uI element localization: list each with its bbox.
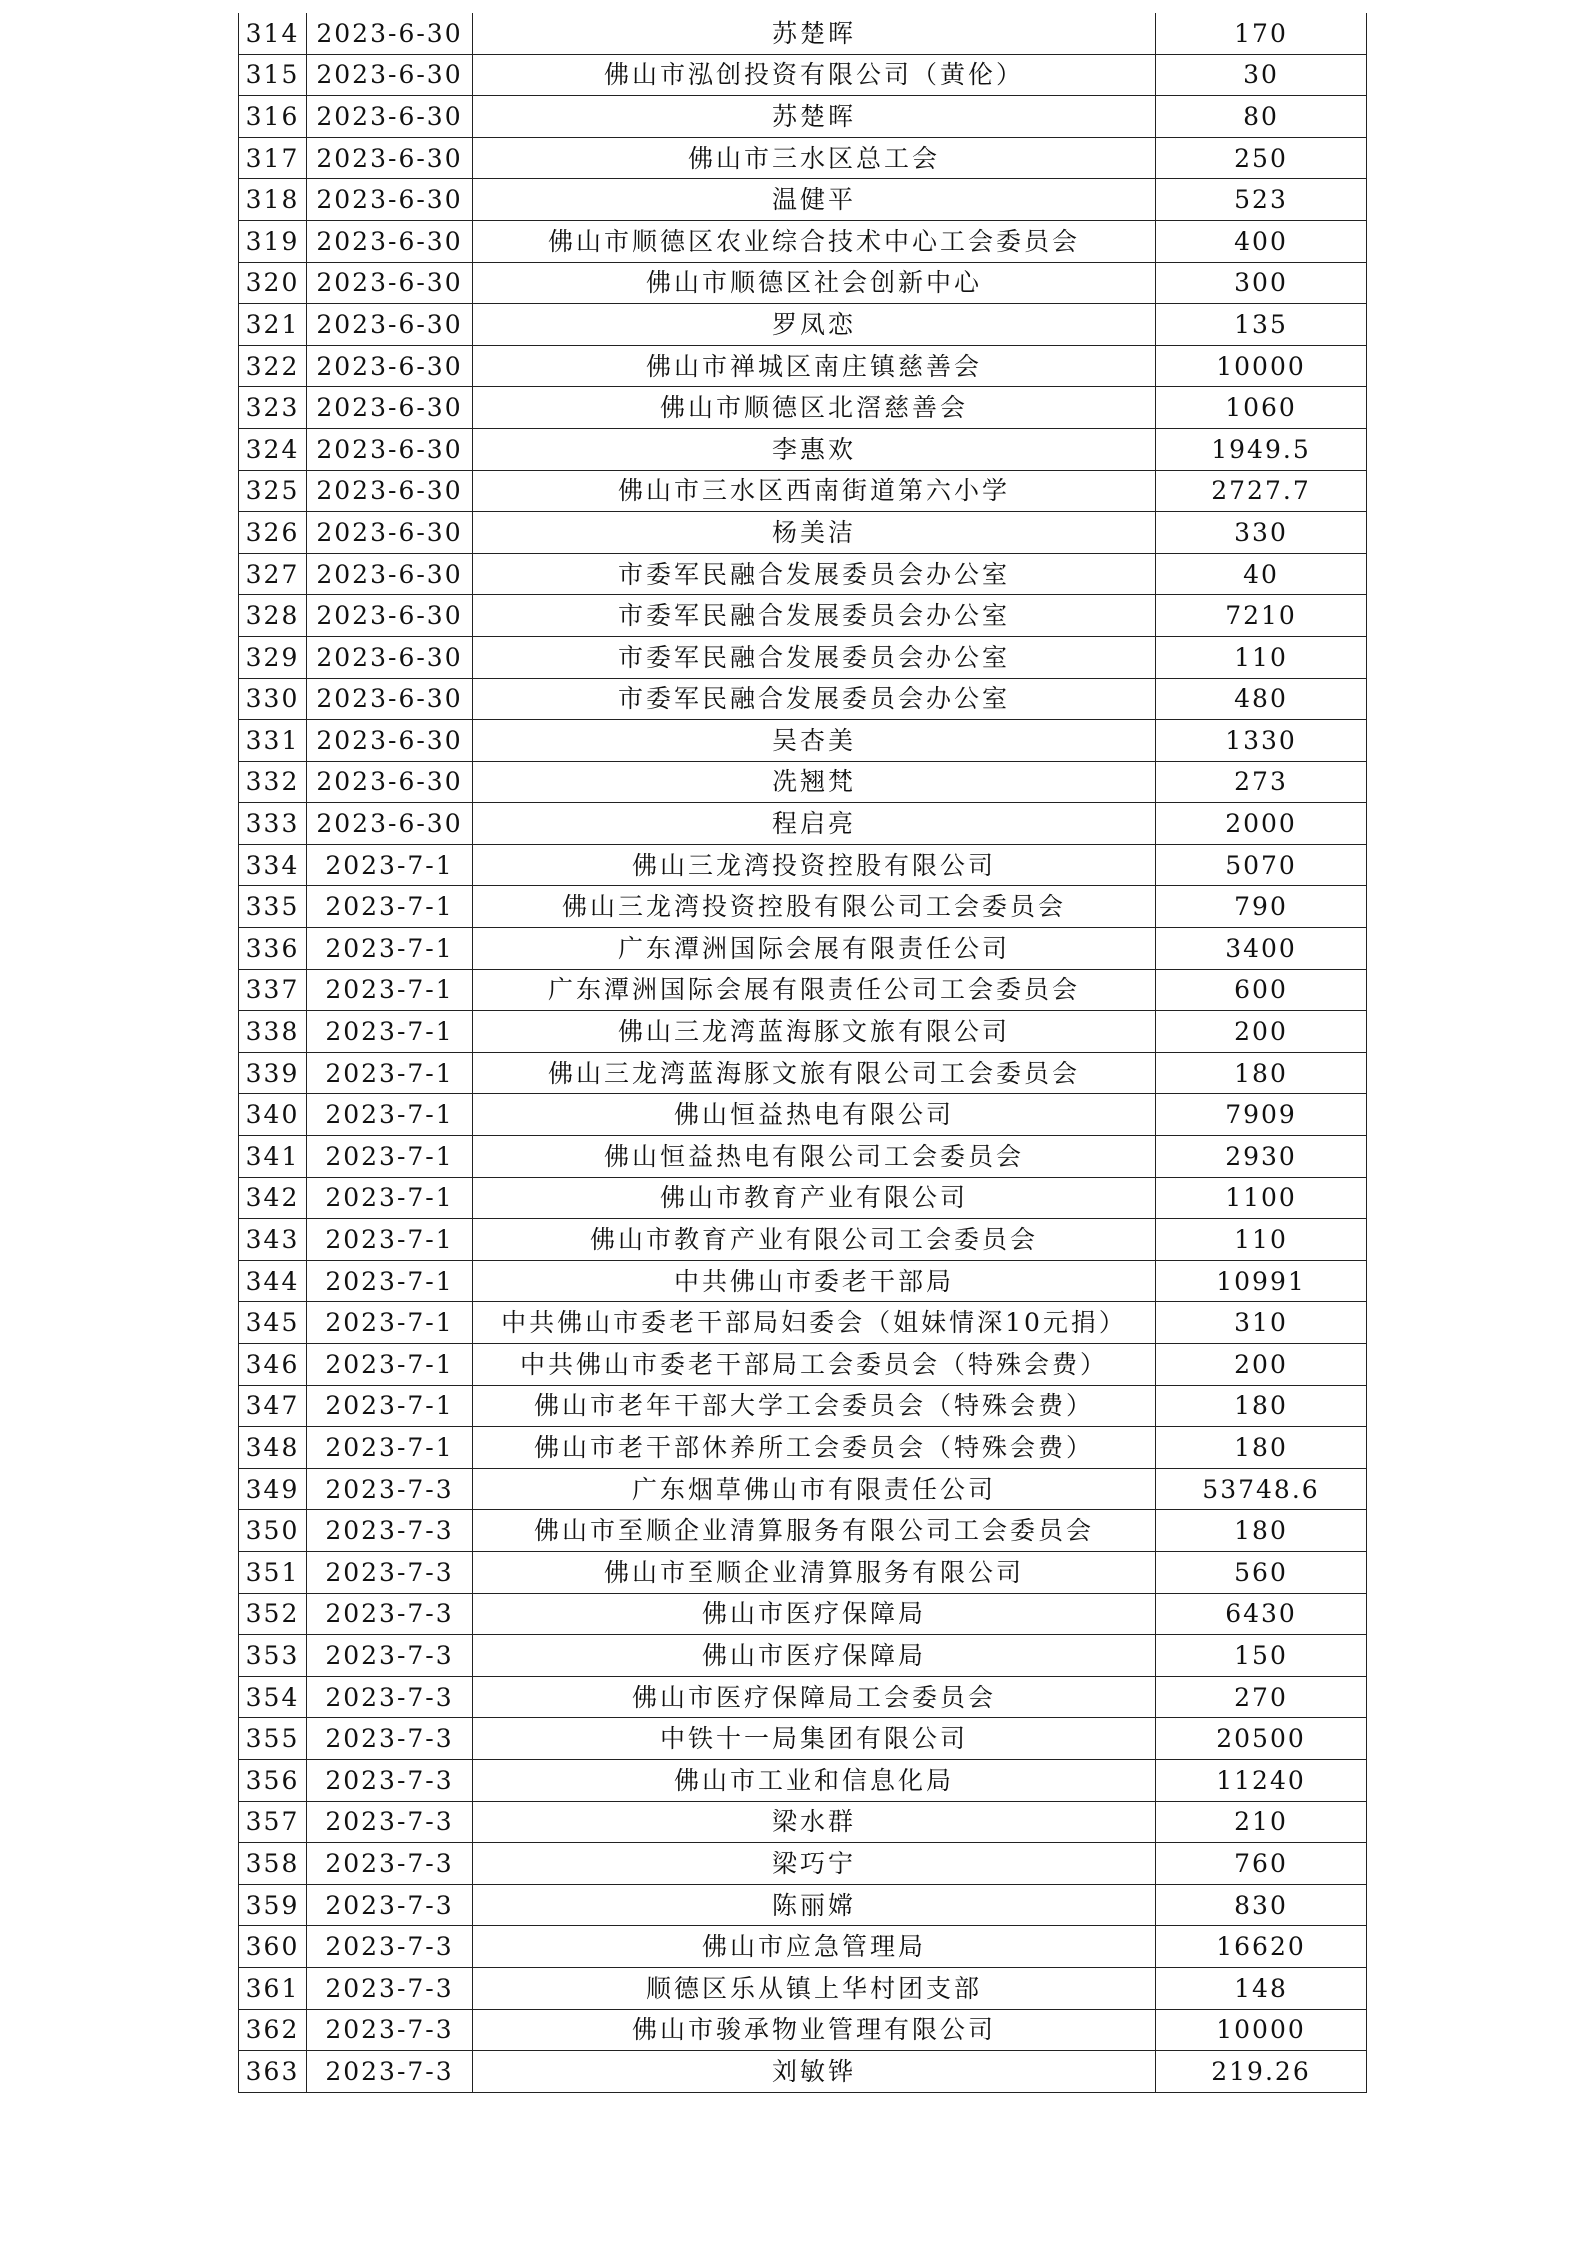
donor-name-cell: 佛山市三水区总工会 xyxy=(473,137,1156,179)
date-cell: 2023-6-30 xyxy=(307,803,473,845)
donor-name-cell: 刘敏铧 xyxy=(473,2051,1156,2093)
donor-name-cell: 佛山市至顺企业清算服务有限公司工会委员会 xyxy=(473,1510,1156,1552)
date-cell: 2023-7-1 xyxy=(307,1344,473,1386)
date-cell: 2023-7-3 xyxy=(307,1843,473,1885)
date-cell: 2023-7-3 xyxy=(307,1926,473,1968)
donor-name-cell: 广东潭洲国际会展有限责任公司 xyxy=(473,928,1156,970)
date-cell: 2023-7-1 xyxy=(307,1219,473,1261)
table-row xyxy=(239,345,1367,387)
amount-cell: 5070 xyxy=(1156,844,1367,886)
amount-cell: 16620 xyxy=(1156,1926,1367,1968)
amount-cell: 150 xyxy=(1156,1635,1367,1677)
amount-cell: 2000 xyxy=(1156,803,1367,845)
row-number-cell: 322 xyxy=(239,345,307,387)
amount-cell: 7210 xyxy=(1156,595,1367,637)
row-number-cell: 341 xyxy=(239,1136,307,1178)
date-cell: 2023-6-30 xyxy=(307,13,473,54)
row-number-cell: 320 xyxy=(239,262,307,304)
row-number-cell: 336 xyxy=(239,928,307,970)
amount-cell: 10991 xyxy=(1156,1260,1367,1302)
amount-cell: 300 xyxy=(1156,262,1367,304)
table-row xyxy=(239,1260,1367,1302)
donor-name-cell: 佛山市泓创投资有限公司（黄伦） xyxy=(473,54,1156,96)
donor-name-cell: 罗凤恋 xyxy=(473,304,1156,346)
table-row xyxy=(239,1926,1367,1968)
amount-cell: 148 xyxy=(1156,1967,1367,2009)
row-number-cell: 323 xyxy=(239,387,307,429)
donor-name-cell: 佛山市医疗保障局工会委员会 xyxy=(473,1676,1156,1718)
amount-cell: 400 xyxy=(1156,220,1367,262)
table-row xyxy=(239,844,1367,886)
row-number-cell: 316 xyxy=(239,96,307,138)
donor-name-cell: 梁巧宁 xyxy=(473,1843,1156,1885)
date-cell: 2023-6-30 xyxy=(307,179,473,221)
table-row xyxy=(239,595,1367,637)
amount-cell: 20500 xyxy=(1156,1718,1367,1760)
amount-cell: 3400 xyxy=(1156,928,1367,970)
table-row xyxy=(239,1718,1367,1760)
table-row xyxy=(239,761,1367,803)
date-cell: 2023-6-30 xyxy=(307,636,473,678)
row-number-cell: 343 xyxy=(239,1219,307,1261)
amount-cell: 6430 xyxy=(1156,1593,1367,1635)
table-row xyxy=(239,1801,1367,1843)
date-cell: 2023-6-30 xyxy=(307,553,473,595)
donor-name-cell: 佛山市顺德区社会创新中心 xyxy=(473,262,1156,304)
table-row xyxy=(239,1843,1367,1885)
amount-cell: 273 xyxy=(1156,761,1367,803)
table-row xyxy=(239,1676,1367,1718)
date-cell: 2023-7-3 xyxy=(307,1718,473,1760)
date-cell: 2023-6-30 xyxy=(307,137,473,179)
table-row xyxy=(239,470,1367,512)
row-number-cell: 358 xyxy=(239,1843,307,1885)
table-row xyxy=(239,1011,1367,1053)
donor-name-cell: 市委军民融合发展委员会办公室 xyxy=(473,678,1156,720)
amount-cell: 210 xyxy=(1156,1801,1367,1843)
amount-cell: 2930 xyxy=(1156,1136,1367,1178)
row-number-cell: 325 xyxy=(239,470,307,512)
date-cell: 2023-6-30 xyxy=(307,345,473,387)
table-row xyxy=(239,137,1367,179)
donor-name-cell: 佛山三龙湾蓝海豚文旅有限公司 xyxy=(473,1011,1156,1053)
row-number-cell: 338 xyxy=(239,1011,307,1053)
donor-name-cell: 市委军民融合发展委员会办公室 xyxy=(473,595,1156,637)
row-number-cell: 363 xyxy=(239,2051,307,2093)
table-row xyxy=(239,179,1367,221)
amount-cell: 30 xyxy=(1156,54,1367,96)
amount-cell: 480 xyxy=(1156,678,1367,720)
date-cell: 2023-7-1 xyxy=(307,969,473,1011)
donor-name-cell: 市委军民融合发展委员会办公室 xyxy=(473,553,1156,595)
date-cell: 2023-7-1 xyxy=(307,1136,473,1178)
table-row xyxy=(239,1136,1367,1178)
row-number-cell: 347 xyxy=(239,1385,307,1427)
date-cell: 2023-6-30 xyxy=(307,96,473,138)
donor-name-cell: 广东烟草佛山市有限责任公司 xyxy=(473,1468,1156,1510)
amount-cell: 830 xyxy=(1156,1884,1367,1926)
amount-cell: 523 xyxy=(1156,179,1367,221)
row-number-cell: 333 xyxy=(239,803,307,845)
amount-cell: 40 xyxy=(1156,553,1367,595)
date-cell: 2023-7-1 xyxy=(307,1094,473,1136)
table-row xyxy=(239,1593,1367,1635)
table-row xyxy=(239,220,1367,262)
donor-name-cell: 梁水群 xyxy=(473,1801,1156,1843)
table-row xyxy=(239,1427,1367,1469)
donation-table xyxy=(238,13,1367,2093)
date-cell: 2023-6-30 xyxy=(307,54,473,96)
amount-cell: 80 xyxy=(1156,96,1367,138)
row-number-cell: 321 xyxy=(239,304,307,346)
table-row xyxy=(239,1468,1367,1510)
date-cell: 2023-7-3 xyxy=(307,1510,473,1552)
table-row xyxy=(239,262,1367,304)
table-row xyxy=(239,553,1367,595)
amount-cell: 1949.5 xyxy=(1156,428,1367,470)
amount-cell: 600 xyxy=(1156,969,1367,1011)
row-number-cell: 357 xyxy=(239,1801,307,1843)
donor-name-cell: 佛山市禅城区南庄镇慈善会 xyxy=(473,345,1156,387)
row-number-cell: 332 xyxy=(239,761,307,803)
row-number-cell: 361 xyxy=(239,1967,307,2009)
row-number-cell: 327 xyxy=(239,553,307,595)
date-cell: 2023-6-30 xyxy=(307,220,473,262)
amount-cell: 760 xyxy=(1156,1843,1367,1885)
donor-name-cell: 佛山市教育产业有限公司 xyxy=(473,1177,1156,1219)
row-number-cell: 317 xyxy=(239,137,307,179)
donor-name-cell: 苏楚晖 xyxy=(473,96,1156,138)
row-number-cell: 334 xyxy=(239,844,307,886)
donor-name-cell: 佛山恒益热电有限公司 xyxy=(473,1094,1156,1136)
row-number-cell: 324 xyxy=(239,428,307,470)
date-cell: 2023-7-3 xyxy=(307,1551,473,1593)
donor-name-cell: 市委军民融合发展委员会办公室 xyxy=(473,636,1156,678)
amount-cell: 170 xyxy=(1156,13,1367,54)
date-cell: 2023-7-1 xyxy=(307,1011,473,1053)
date-cell: 2023-7-3 xyxy=(307,1967,473,2009)
date-cell: 2023-6-30 xyxy=(307,595,473,637)
amount-cell: 110 xyxy=(1156,1219,1367,1261)
date-cell: 2023-7-3 xyxy=(307,1635,473,1677)
date-cell: 2023-6-30 xyxy=(307,470,473,512)
date-cell: 2023-7-1 xyxy=(307,928,473,970)
row-number-cell: 345 xyxy=(239,1302,307,1344)
date-cell: 2023-6-30 xyxy=(307,428,473,470)
date-cell: 2023-7-3 xyxy=(307,1676,473,1718)
donor-name-cell: 李惠欢 xyxy=(473,428,1156,470)
amount-cell: 310 xyxy=(1156,1302,1367,1344)
amount-cell: 180 xyxy=(1156,1510,1367,1552)
date-cell: 2023-7-1 xyxy=(307,886,473,928)
amount-cell: 2727.7 xyxy=(1156,470,1367,512)
amount-cell: 1100 xyxy=(1156,1177,1367,1219)
table-row xyxy=(239,1759,1367,1801)
donor-name-cell: 佛山市老年干部大学工会委员会（特殊会费） xyxy=(473,1385,1156,1427)
donor-name-cell: 温健平 xyxy=(473,179,1156,221)
date-cell: 2023-6-30 xyxy=(307,387,473,429)
table-row xyxy=(239,1344,1367,1386)
donor-name-cell: 苏楚晖 xyxy=(473,13,1156,54)
donor-name-cell: 佛山市医疗保障局 xyxy=(473,1635,1156,1677)
amount-cell: 330 xyxy=(1156,512,1367,554)
donor-name-cell: 佛山三龙湾投资控股有限公司 xyxy=(473,844,1156,886)
date-cell: 2023-6-30 xyxy=(307,304,473,346)
donor-name-cell: 佛山三龙湾投资控股有限公司工会委员会 xyxy=(473,886,1156,928)
table-row xyxy=(239,2051,1367,2093)
row-number-cell: 329 xyxy=(239,636,307,678)
donor-name-cell: 中铁十一局集团有限公司 xyxy=(473,1718,1156,1760)
date-cell: 2023-7-3 xyxy=(307,2009,473,2051)
date-cell: 2023-7-1 xyxy=(307,1052,473,1094)
row-number-cell: 353 xyxy=(239,1635,307,1677)
row-number-cell: 328 xyxy=(239,595,307,637)
amount-cell: 790 xyxy=(1156,886,1367,928)
table-row xyxy=(239,1302,1367,1344)
donor-name-cell: 佛山市骏承物业管理有限公司 xyxy=(473,2009,1156,2051)
table-row xyxy=(239,928,1367,970)
donor-name-cell: 程启亮 xyxy=(473,803,1156,845)
donor-name-cell: 佛山市教育产业有限公司工会委员会 xyxy=(473,1219,1156,1261)
donor-name-cell: 广东潭洲国际会展有限责任公司工会委员会 xyxy=(473,969,1156,1011)
amount-cell: 270 xyxy=(1156,1676,1367,1718)
date-cell: 2023-7-1 xyxy=(307,1427,473,1469)
donor-name-cell: 冼翘梵 xyxy=(473,761,1156,803)
row-number-cell: 335 xyxy=(239,886,307,928)
row-number-cell: 348 xyxy=(239,1427,307,1469)
row-number-cell: 315 xyxy=(239,54,307,96)
row-number-cell: 346 xyxy=(239,1344,307,1386)
table-row xyxy=(239,1385,1367,1427)
date-cell: 2023-7-3 xyxy=(307,1801,473,1843)
table-row xyxy=(239,886,1367,928)
donor-name-cell: 佛山市顺德区北滘慈善会 xyxy=(473,387,1156,429)
table-row xyxy=(239,720,1367,762)
row-number-cell: 342 xyxy=(239,1177,307,1219)
table-row xyxy=(239,678,1367,720)
table-row xyxy=(239,1884,1367,1926)
date-cell: 2023-6-30 xyxy=(307,761,473,803)
date-cell: 2023-6-30 xyxy=(307,262,473,304)
amount-cell: 200 xyxy=(1156,1344,1367,1386)
table-row xyxy=(239,96,1367,138)
date-cell: 2023-7-1 xyxy=(307,1385,473,1427)
table-row xyxy=(239,1094,1367,1136)
row-number-cell: 314 xyxy=(239,13,307,54)
table-row xyxy=(239,2009,1367,2051)
table-row xyxy=(239,512,1367,554)
table-row xyxy=(239,969,1367,1011)
row-number-cell: 359 xyxy=(239,1884,307,1926)
table-row xyxy=(239,428,1367,470)
table-row xyxy=(239,54,1367,96)
table-body xyxy=(239,13,1367,2092)
date-cell: 2023-7-1 xyxy=(307,1177,473,1219)
date-cell: 2023-6-30 xyxy=(307,512,473,554)
amount-cell: 180 xyxy=(1156,1052,1367,1094)
donor-name-cell: 佛山市至顺企业清算服务有限公司 xyxy=(473,1551,1156,1593)
donor-name-cell: 中共佛山市委老干部局妇委会（姐妹情深10元捐） xyxy=(473,1302,1156,1344)
row-number-cell: 330 xyxy=(239,678,307,720)
table-row xyxy=(239,1967,1367,2009)
table-row xyxy=(239,1177,1367,1219)
table-row xyxy=(239,1551,1367,1593)
donor-name-cell: 杨美洁 xyxy=(473,512,1156,554)
date-cell: 2023-7-1 xyxy=(307,1260,473,1302)
table-row xyxy=(239,803,1367,845)
row-number-cell: 352 xyxy=(239,1593,307,1635)
date-cell: 2023-6-30 xyxy=(307,720,473,762)
amount-cell: 11240 xyxy=(1156,1759,1367,1801)
donor-name-cell: 佛山市应急管理局 xyxy=(473,1926,1156,1968)
amount-cell: 180 xyxy=(1156,1385,1367,1427)
table-row xyxy=(239,1635,1367,1677)
row-number-cell: 360 xyxy=(239,1926,307,1968)
row-number-cell: 331 xyxy=(239,720,307,762)
row-number-cell: 349 xyxy=(239,1468,307,1510)
amount-cell: 135 xyxy=(1156,304,1367,346)
row-number-cell: 356 xyxy=(239,1759,307,1801)
donor-name-cell: 佛山市三水区西南街道第六小学 xyxy=(473,470,1156,512)
table-row xyxy=(239,1219,1367,1261)
row-number-cell: 326 xyxy=(239,512,307,554)
row-number-cell: 318 xyxy=(239,179,307,221)
amount-cell: 10000 xyxy=(1156,345,1367,387)
date-cell: 2023-7-3 xyxy=(307,1759,473,1801)
donor-name-cell: 佛山恒益热电有限公司工会委员会 xyxy=(473,1136,1156,1178)
donor-name-cell: 佛山市顺德区农业综合技术中心工会委员会 xyxy=(473,220,1156,262)
table-row xyxy=(239,636,1367,678)
donor-name-cell: 佛山市医疗保障局 xyxy=(473,1593,1156,1635)
row-number-cell: 355 xyxy=(239,1718,307,1760)
amount-cell: 10000 xyxy=(1156,2009,1367,2051)
date-cell: 2023-7-3 xyxy=(307,1468,473,1510)
row-number-cell: 362 xyxy=(239,2009,307,2051)
row-number-cell: 319 xyxy=(239,220,307,262)
amount-cell: 1330 xyxy=(1156,720,1367,762)
amount-cell: 1060 xyxy=(1156,387,1367,429)
amount-cell: 110 xyxy=(1156,636,1367,678)
amount-cell: 250 xyxy=(1156,137,1367,179)
donor-name-cell: 吴杏美 xyxy=(473,720,1156,762)
row-number-cell: 339 xyxy=(239,1052,307,1094)
date-cell: 2023-7-3 xyxy=(307,1884,473,1926)
donor-name-cell: 佛山三龙湾蓝海豚文旅有限公司工会委员会 xyxy=(473,1052,1156,1094)
date-cell: 2023-7-3 xyxy=(307,1593,473,1635)
row-number-cell: 350 xyxy=(239,1510,307,1552)
date-cell: 2023-7-1 xyxy=(307,1302,473,1344)
amount-cell: 200 xyxy=(1156,1011,1367,1053)
row-number-cell: 354 xyxy=(239,1676,307,1718)
donor-name-cell: 顺德区乐从镇上华村团支部 xyxy=(473,1967,1156,2009)
table-row xyxy=(239,387,1367,429)
donor-name-cell: 中共佛山市委老干部局工会委员会（特殊会费） xyxy=(473,1344,1156,1386)
table-row xyxy=(239,1052,1367,1094)
donor-name-cell: 佛山市工业和信息化局 xyxy=(473,1759,1156,1801)
donor-name-cell: 陈丽嫦 xyxy=(473,1884,1156,1926)
row-number-cell: 351 xyxy=(239,1551,307,1593)
row-number-cell: 340 xyxy=(239,1094,307,1136)
amount-cell: 53748.6 xyxy=(1156,1468,1367,1510)
donor-name-cell: 佛山市老干部休养所工会委员会（特殊会费） xyxy=(473,1427,1156,1469)
date-cell: 2023-7-3 xyxy=(307,2051,473,2093)
table-row xyxy=(239,1510,1367,1552)
donor-name-cell: 中共佛山市委老干部局 xyxy=(473,1260,1156,1302)
amount-cell: 180 xyxy=(1156,1427,1367,1469)
row-number-cell: 344 xyxy=(239,1260,307,1302)
amount-cell: 7909 xyxy=(1156,1094,1367,1136)
date-cell: 2023-6-30 xyxy=(307,678,473,720)
amount-cell: 219.26 xyxy=(1156,2051,1367,2093)
table-row xyxy=(239,304,1367,346)
row-number-cell: 337 xyxy=(239,969,307,1011)
date-cell: 2023-7-1 xyxy=(307,844,473,886)
table-row xyxy=(239,13,1367,54)
amount-cell: 560 xyxy=(1156,1551,1367,1593)
